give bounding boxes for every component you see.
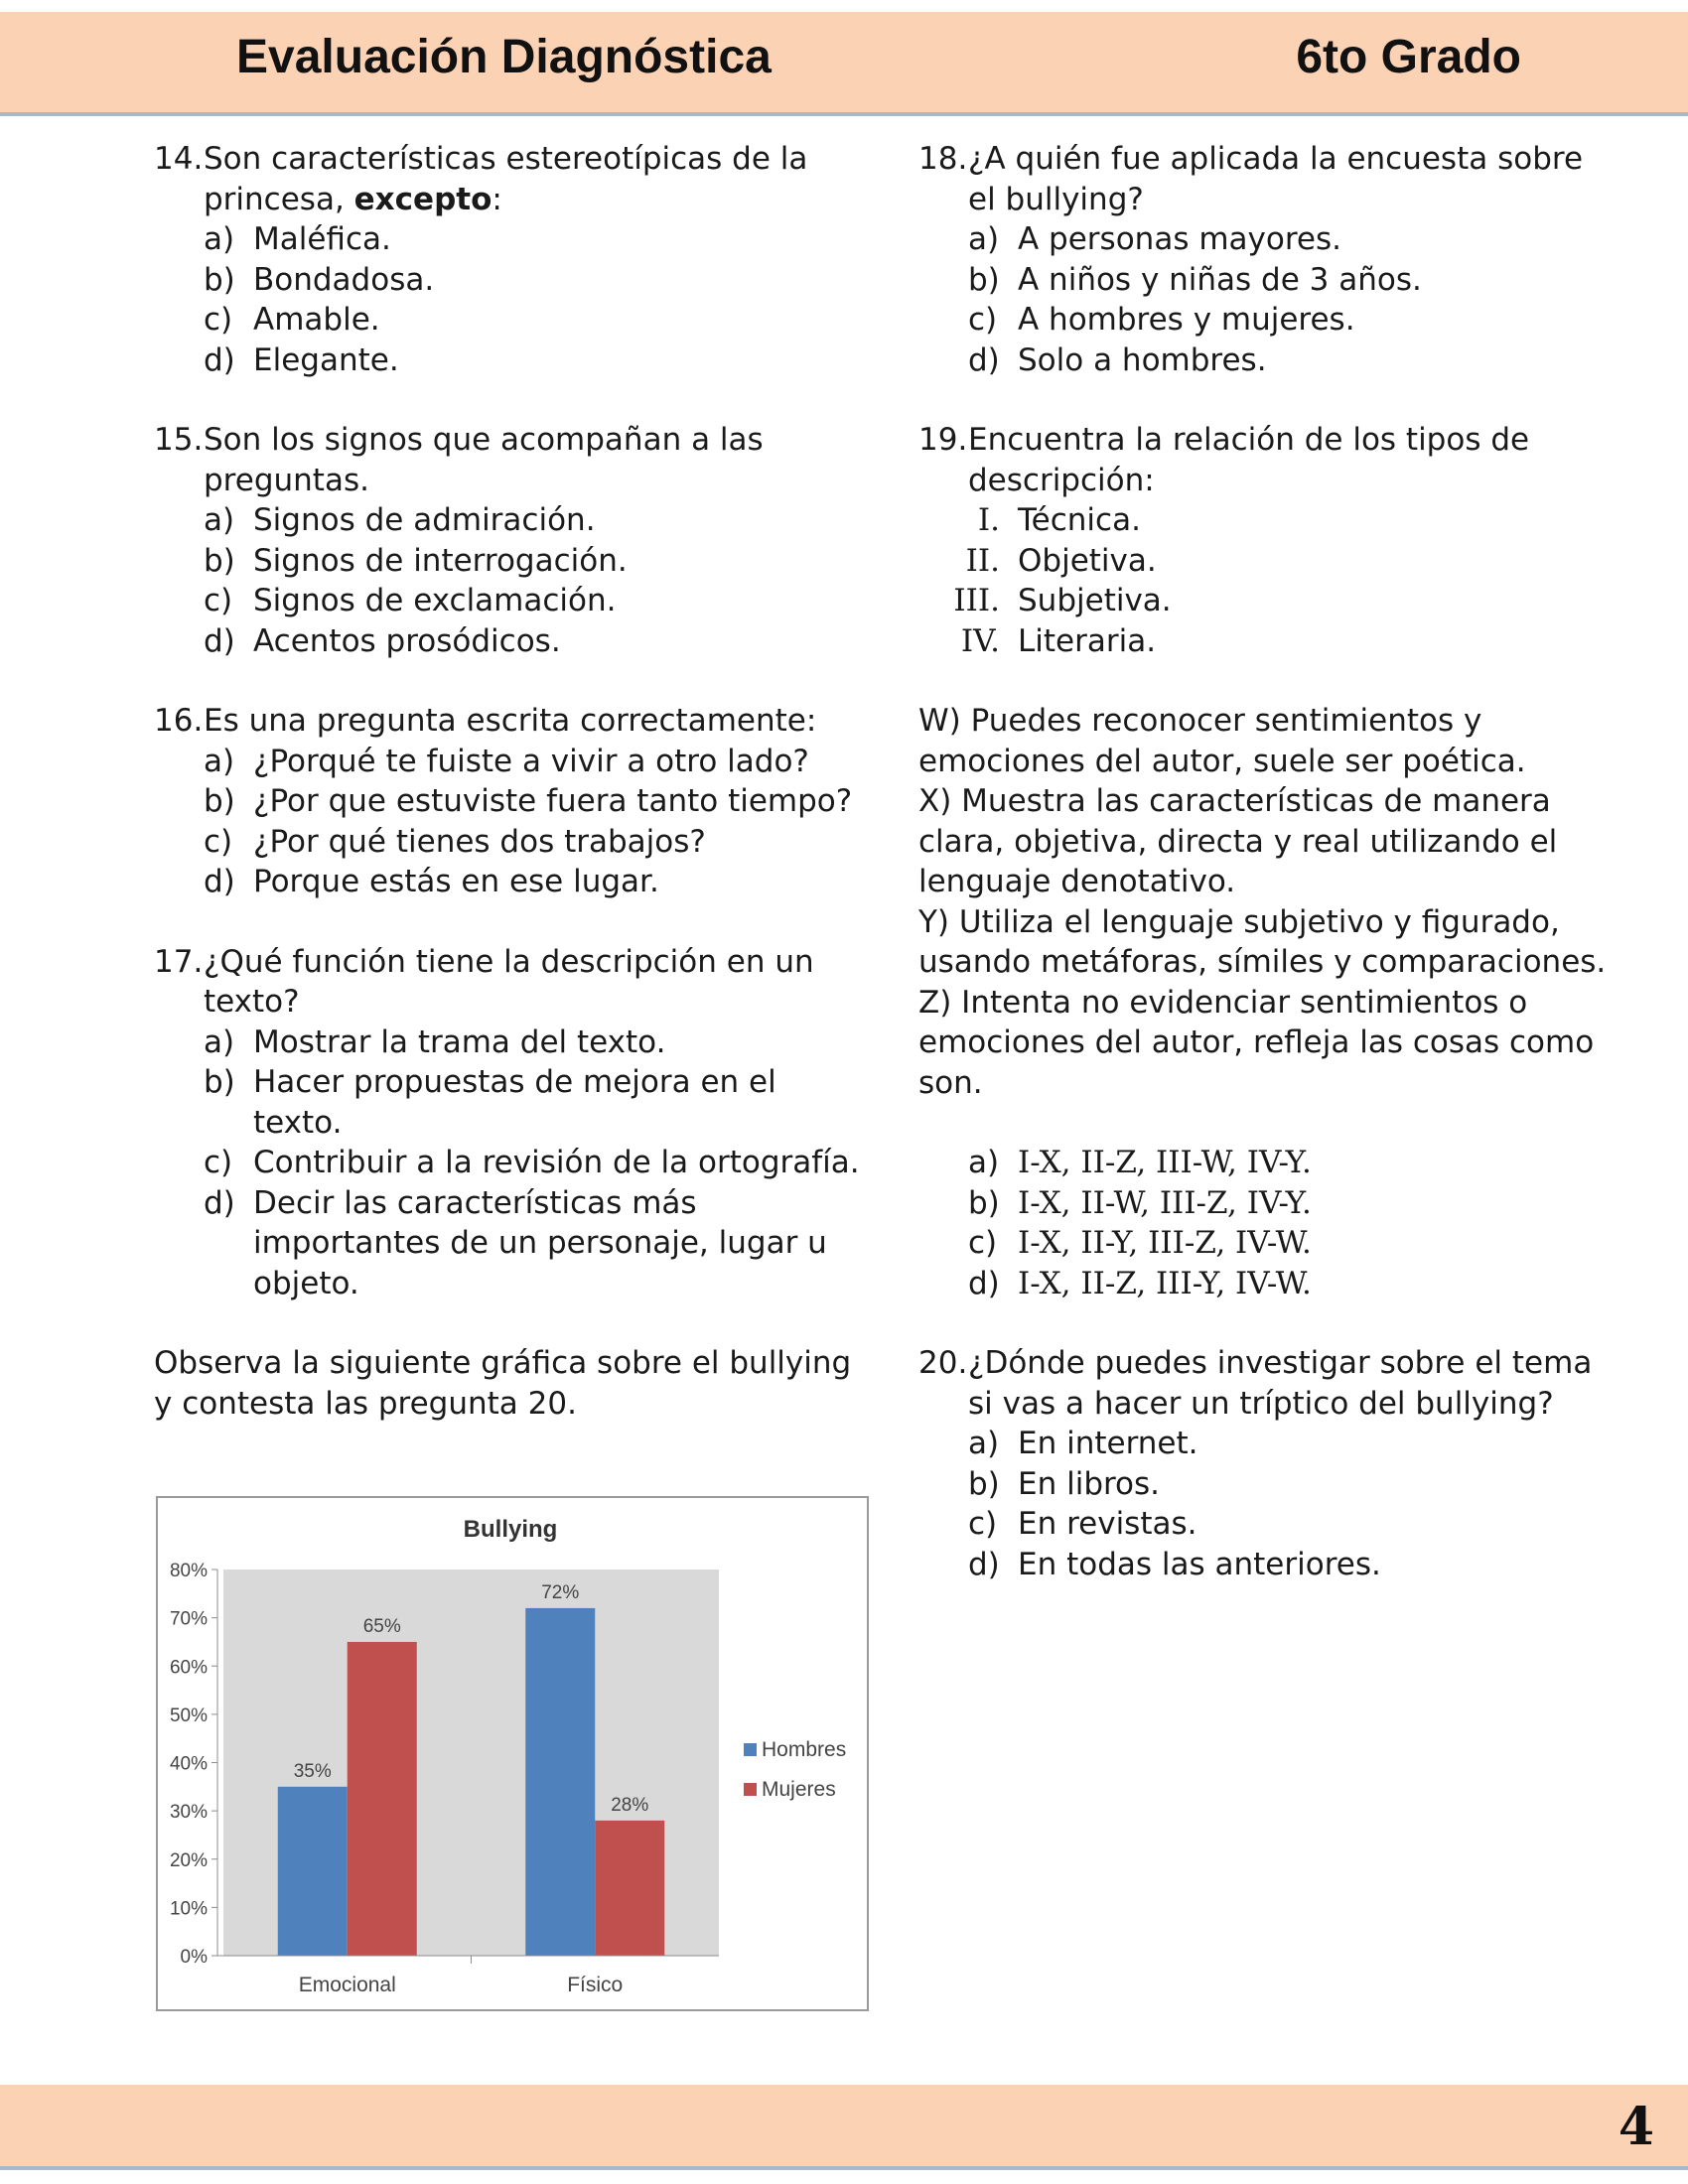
option-a[interactable] (918, 1424, 1614, 1464)
data-label: 28% (611, 1794, 649, 1816)
option-c[interactable] (918, 1223, 1614, 1264)
option-letter: d) (204, 864, 235, 899)
chart-svg (156, 1496, 869, 2011)
question-number: 19. (918, 422, 968, 458)
option-letter: a) (204, 743, 235, 779)
option-d[interactable] (918, 1264, 1614, 1304)
stem-text: ¿Qué función tiene la descripción en un texto? (204, 943, 814, 1020)
option-letter: b) (204, 783, 235, 819)
option-text: Signos de exclamación. (253, 583, 617, 618)
option-letter: d) (968, 1546, 1000, 1582)
option-text: Elegante. (253, 341, 399, 378)
option-text: ¿Por qué tienes dos trabajos? (253, 823, 706, 860)
bar-mujeres-emocional (348, 1642, 417, 1956)
question-stem (154, 139, 869, 219)
bar-hombres-físico (525, 1608, 595, 1956)
question-number: 20. (918, 1345, 968, 1381)
stem-text: ¿A quién fue aplicada la encuesta sobre el bullying? (968, 141, 1584, 217)
roman-text: Técnica. (1018, 502, 1141, 538)
roman-item-4 (918, 621, 1614, 662)
option-text: Mostrar la trama del texto. (253, 1024, 666, 1060)
option-c[interactable] (154, 581, 869, 621)
question-20 (918, 1343, 1614, 1584)
chart-title: Bullying (463, 1516, 558, 1543)
option-a[interactable] (918, 1143, 1614, 1183)
stem-text: Encuentra la relación de los tipos de descripción: (968, 422, 1530, 498)
roman-item-3 (918, 581, 1614, 621)
option-b[interactable] (918, 260, 1614, 301)
question-number: 15. (154, 422, 204, 458)
roman-numeral: IV. (960, 622, 1000, 659)
question-number: 16. (154, 703, 204, 739)
exam-title: Evaluación Diagnóstica (236, 31, 772, 83)
option-text: I-X, II-Z, III-W, IV-Y. (1018, 1145, 1312, 1180)
option-c[interactable] (154, 300, 869, 341)
option-letter: c) (204, 583, 233, 618)
definitions-list (918, 701, 1614, 1103)
question-18 (918, 139, 1614, 380)
option-letter: d) (204, 622, 235, 659)
option-d[interactable] (154, 621, 869, 662)
option-b[interactable] (918, 1183, 1614, 1224)
option-letter: a) (968, 221, 1000, 257)
option-text: Contribuir a la revisión de la ortografía. (253, 1145, 860, 1180)
page-header (0, 12, 1688, 116)
option-c[interactable] (918, 1504, 1614, 1545)
option-letter: c) (204, 302, 233, 338)
question-number: 18. (918, 141, 968, 177)
legend-label-mujeres: Mujeres (762, 1778, 836, 1801)
option-letter: a) (204, 1024, 235, 1060)
option-text: Signos de interrogación. (253, 542, 628, 579)
stem-text: Es una pregunta escrita correctamente: (204, 703, 817, 739)
option-text: I-X, II-Y, III-Z, IV-W. (1018, 1225, 1312, 1261)
option-letter: d) (968, 341, 1000, 378)
right-column (918, 139, 1614, 1624)
option-text: I-X, II-W, III-Z, IV-Y. (1018, 1184, 1312, 1221)
data-label: 72% (541, 1581, 580, 1603)
option-a[interactable] (154, 219, 869, 260)
option-letter: c) (204, 823, 233, 860)
question-stem (918, 139, 1614, 219)
option-b[interactable] (154, 781, 869, 822)
bullying-chart (156, 1496, 869, 2011)
left-column (154, 139, 869, 1424)
bar-mujeres-físico (595, 1821, 664, 1956)
question-17 (154, 942, 869, 1304)
option-text: Solo a hombres. (1018, 341, 1267, 378)
definition-w: W) Puedes reconocer sentimientos y emociones del autor, suele ser poética. (918, 703, 1526, 779)
y-tick-label: 20% (169, 1849, 208, 1871)
option-text: A personas mayores. (1018, 221, 1341, 257)
definition-y: Y) Utiliza el lenguaje subjetivo y figurado, usando metáforas, símiles y comparaciones. (918, 903, 1607, 980)
option-text: En internet. (1018, 1426, 1198, 1461)
option-letter: c) (968, 1225, 998, 1261)
option-letter: b) (968, 261, 1000, 298)
option-a[interactable] (154, 500, 869, 541)
option-a[interactable] (918, 219, 1614, 260)
question-19-options (918, 1143, 1614, 1303)
chart-instruction: Observa la siguiente gráfica sobre el bullying y contesta las pregunta 20. (154, 1345, 852, 1422)
data-label: 35% (293, 1760, 332, 1782)
option-b[interactable] (154, 1062, 869, 1143)
y-tick-label: 40% (169, 1753, 208, 1775)
option-text: ¿Por que estuviste fuera tanto tiempo? (253, 783, 853, 819)
roman-item-1 (918, 500, 1614, 541)
page-footer (0, 2085, 1688, 2170)
question-15 (154, 420, 869, 661)
stem-emphasis: excepto (353, 181, 492, 217)
option-text: Maléfica. (253, 221, 391, 257)
option-letter: a) (968, 1145, 1000, 1180)
option-letter: d) (204, 341, 235, 378)
option-letter: c) (968, 1506, 998, 1542)
option-text: I-X, II-Z, III-Y, IV-W. (1018, 1265, 1312, 1301)
option-text: Decir las características más importantes de un personaje, lugar u objeto. (253, 1184, 827, 1301)
option-letter: b) (968, 1465, 1000, 1502)
data-label: 65% (362, 1615, 401, 1637)
page-number: 4 (1618, 2097, 1654, 2157)
y-tick-label: 80% (169, 1561, 208, 1581)
option-a[interactable] (154, 1023, 869, 1063)
y-tick-label: 60% (169, 1657, 208, 1679)
option-letter: c) (968, 302, 998, 338)
option-letter: b) (968, 1184, 1000, 1221)
option-letter: b) (204, 542, 235, 579)
option-letter: a) (204, 221, 235, 257)
option-b[interactable] (918, 1464, 1614, 1505)
y-tick-label: 0% (180, 1947, 208, 1968)
stem-text: Son los signos que acompañan a las preguntas. (204, 422, 764, 498)
question-16 (154, 701, 869, 902)
option-letter: a) (968, 1426, 1000, 1461)
roman-numeral: I. (977, 502, 1000, 538)
roman-text: Literaria. (1018, 622, 1157, 659)
question-19 (918, 420, 1614, 661)
roman-text: Subjetiva. (1018, 583, 1172, 618)
question-stem (154, 701, 869, 742)
roman-text: Objetiva. (1018, 542, 1157, 579)
option-text: Bondadosa. (253, 261, 435, 298)
option-b[interactable] (154, 541, 869, 582)
roman-numeral: III. (953, 583, 1000, 618)
option-letter: c) (204, 1145, 233, 1180)
option-c[interactable] (918, 300, 1614, 341)
option-d[interactable] (918, 341, 1614, 381)
option-text: Porque estás en ese lugar. (253, 864, 659, 899)
bar-hombres-emocional (278, 1787, 348, 1956)
option-text: A niños y niñas de 3 años. (1018, 261, 1422, 298)
grade-label: 6to Grado (1296, 31, 1521, 83)
definition-z: Z) Intenta no evidenciar sentimientos o emociones del autor, refleja las cosas como son. (918, 984, 1595, 1101)
option-text: Signos de admiración. (253, 502, 596, 538)
option-text: En libros. (1018, 1465, 1161, 1502)
question-stem (154, 420, 869, 500)
option-text: En todas las anteriores. (1018, 1546, 1381, 1582)
legend-swatch-hombres (744, 1743, 757, 1756)
y-tick-label: 70% (169, 1608, 208, 1630)
roman-numeral: II. (965, 542, 1000, 579)
option-text: Amable. (253, 302, 380, 338)
option-text: En revistas. (1018, 1506, 1197, 1542)
option-letter: b) (204, 1064, 235, 1100)
question-stem (918, 420, 1614, 500)
question-stem (918, 1343, 1614, 1424)
x-tick-label: Físico (567, 1974, 624, 1996)
option-d[interactable] (154, 341, 869, 381)
legend-swatch-mujeres (744, 1783, 757, 1796)
option-c[interactable] (154, 1143, 869, 1183)
y-tick-label: 50% (169, 1705, 208, 1726)
question-stem (154, 942, 869, 1023)
option-text: ¿Porqué te fuiste a vivir a otro lado? (253, 743, 809, 779)
option-letter: d) (968, 1265, 1000, 1301)
option-c[interactable] (154, 822, 869, 863)
option-text: A hombres y mujeres. (1018, 302, 1355, 338)
y-tick-label: 10% (169, 1898, 208, 1920)
option-text: Acentos prosódicos. (253, 622, 561, 659)
option-letter: b) (204, 261, 235, 298)
stem-text: Son características estereotípicas de la princesa, (204, 141, 808, 217)
stem-colon: : (492, 181, 502, 217)
y-tick-label: 30% (169, 1802, 208, 1824)
option-letter: a) (204, 502, 235, 538)
definition-x: X) Muestra las características de manera clara, objetiva, directa y real utilizando el lenguaje denotativo. (918, 783, 1558, 899)
stem-text: ¿Dónde puedes investigar sobre el tema si vas a hacer un tríptico del bullying? (968, 1345, 1593, 1422)
roman-item-2 (918, 541, 1614, 582)
option-text: Hacer propuestas de mejora en el texto. (253, 1064, 776, 1141)
question-14 (154, 139, 869, 380)
option-a[interactable] (154, 742, 869, 782)
option-d[interactable] (918, 1545, 1614, 1585)
option-d[interactable] (154, 862, 869, 902)
question-number: 14. (154, 141, 204, 177)
x-tick-label: Emocional (298, 1974, 396, 1996)
option-letter: d) (204, 1184, 235, 1221)
legend-label-hombres: Hombres (762, 1738, 847, 1761)
option-d[interactable] (154, 1183, 869, 1304)
option-b[interactable] (154, 260, 869, 301)
question-number: 17. (154, 943, 204, 980)
